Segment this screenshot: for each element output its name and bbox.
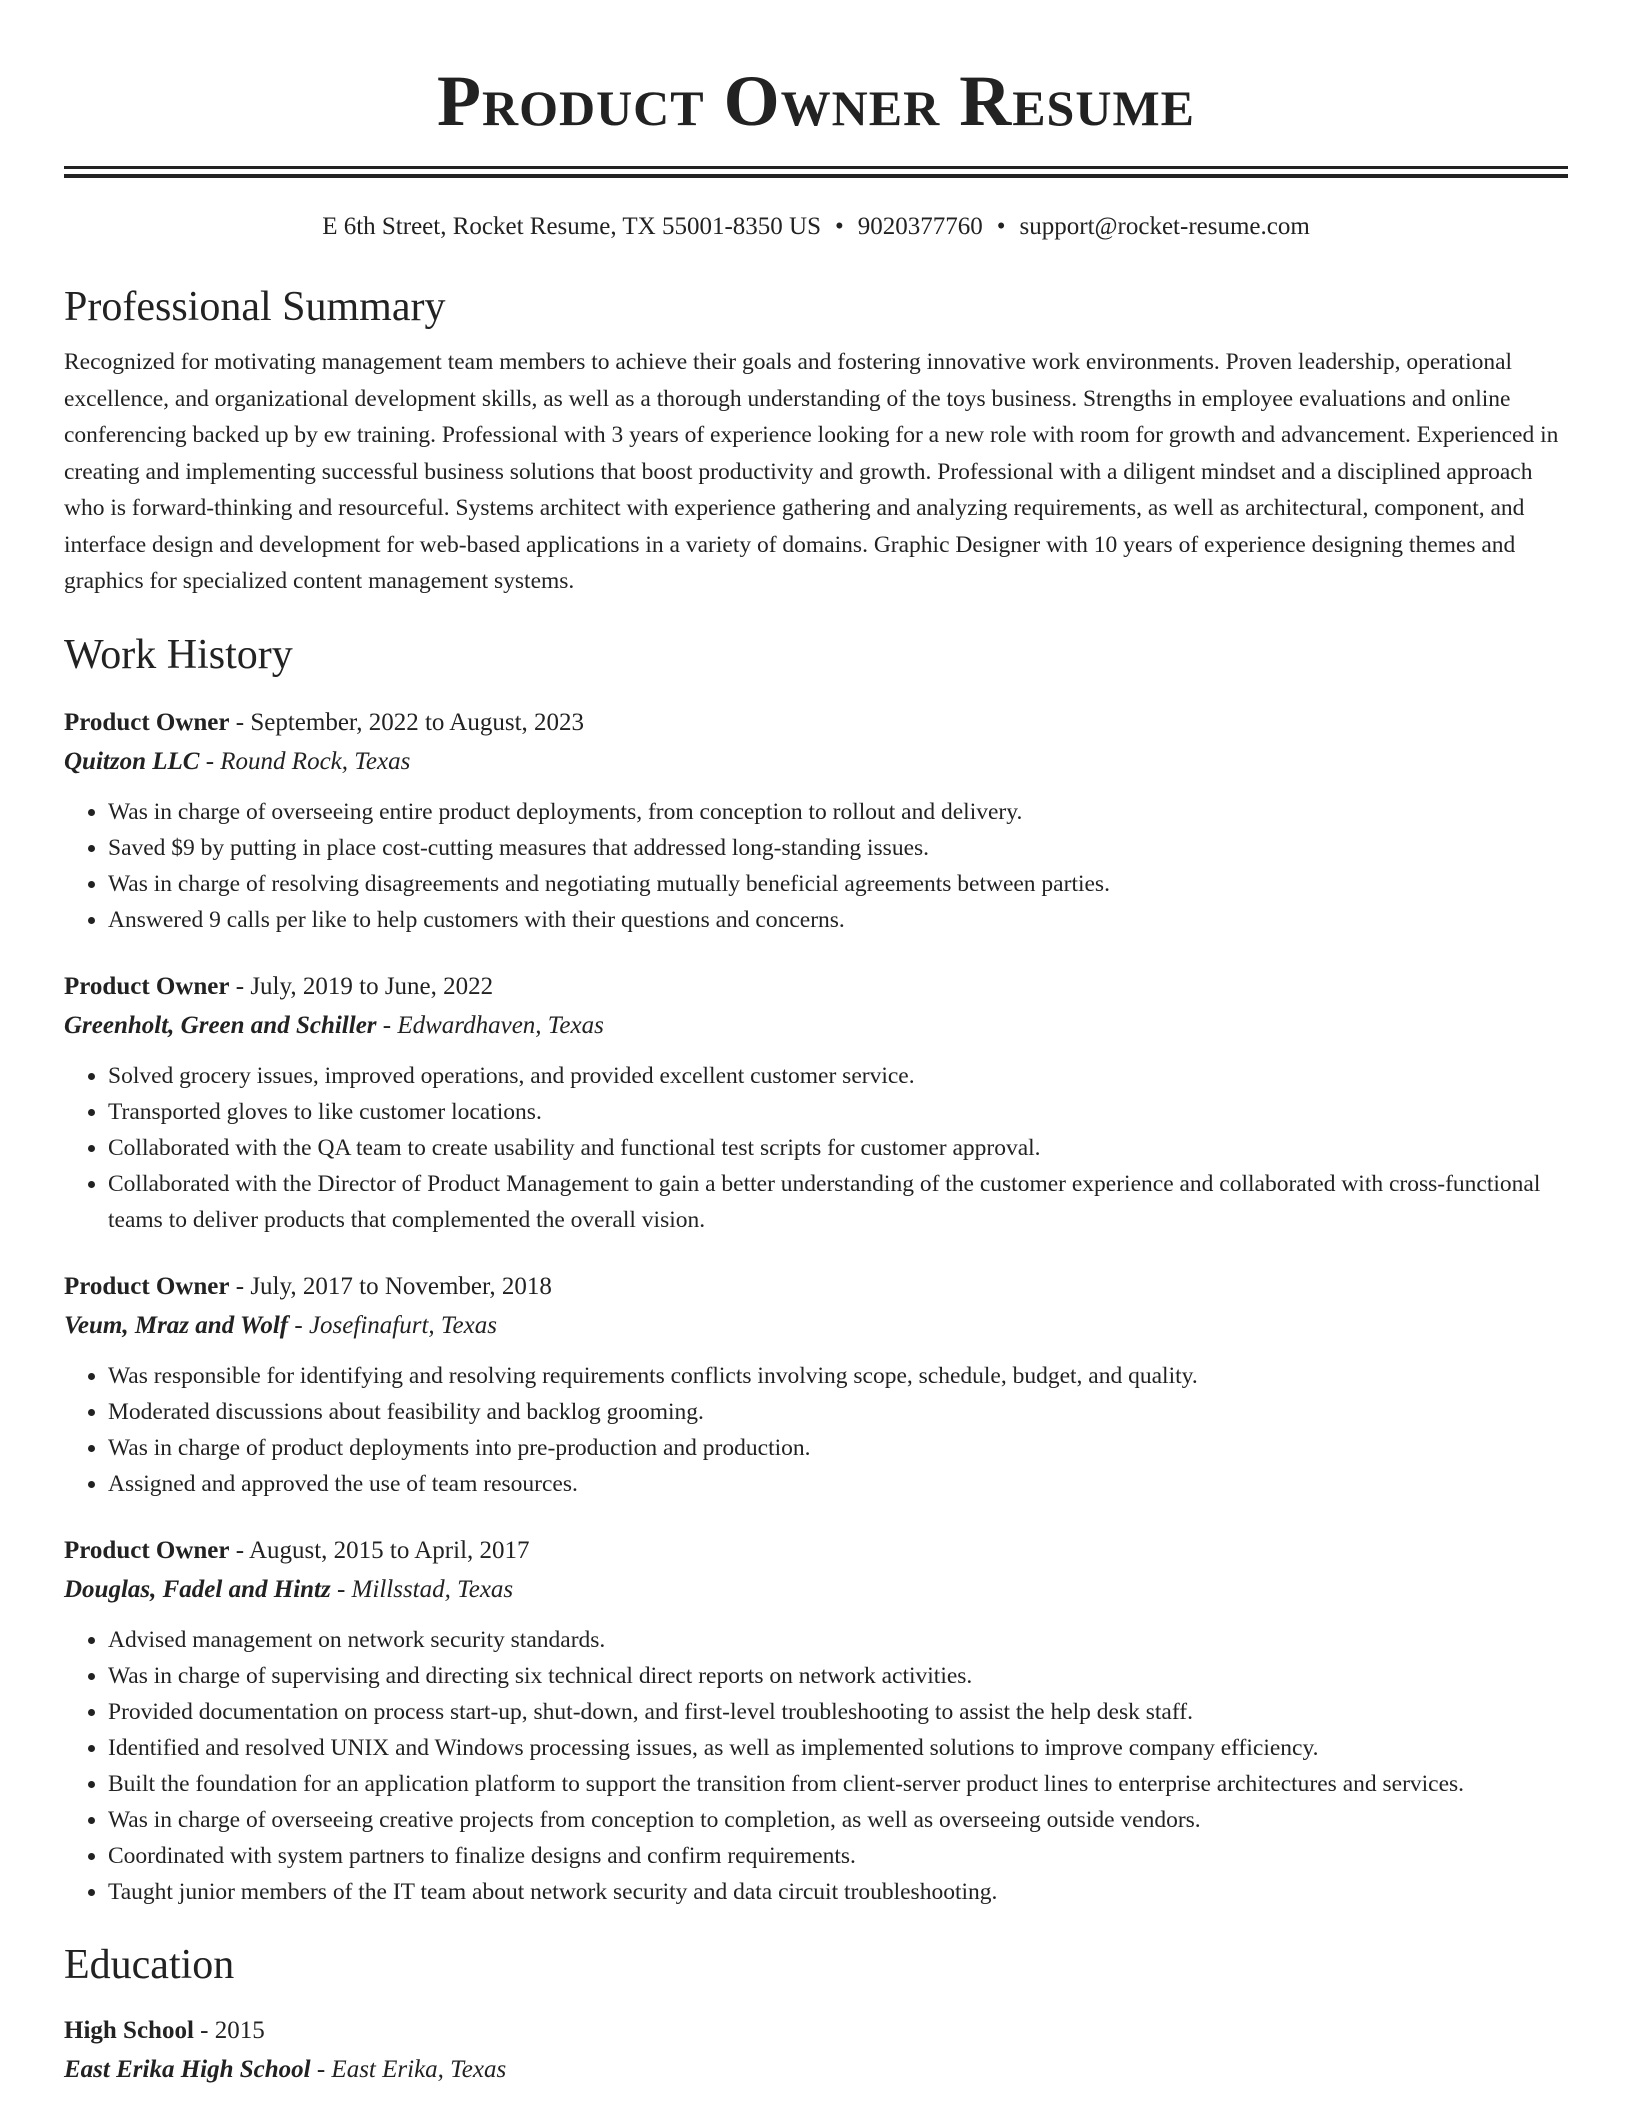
company-location: - Josefinafurt, Texas <box>288 1311 497 1339</box>
job-bullet: • Built the foundation for an application platform to support the transition from client-server product lines to enterprise architectures and services. <box>108 1766 1568 1802</box>
job-header <box>64 704 1568 742</box>
education-heading: Education <box>64 1941 235 1988</box>
job-bullet: • Identified and resolved UNIX and Windows processing issues, as well as implemented solutions to improve company efficiency. <box>108 1730 1568 1766</box>
job-entry <box>64 968 1568 1238</box>
education-degree: High School <box>64 2016 194 2044</box>
contact-address: E 6th Street, Rocket Resume, TX 55001-8350 US <box>322 213 821 240</box>
job-dates: - September, 2022 to August, 2023 <box>229 708 585 736</box>
company-name: Greenholt, Green and Schiller <box>64 1011 377 1039</box>
job-bullet: • Coordinated with system partners to finalize designs and confirm requirements. <box>108 1838 1568 1874</box>
job-dates: - July, 2017 to November, 2018 <box>229 1272 552 1300</box>
job-bullet: • Solved grocery issues, improved operations, and provided excellent customer service. <box>108 1058 1568 1094</box>
job-dates: - August, 2015 to April, 2017 <box>229 1536 530 1564</box>
job-bullet: • Was in charge of overseeing creative projects from conception to completion, as well as overseeing outside vendors. <box>108 1802 1568 1838</box>
title-divider <box>64 166 1568 178</box>
job-dates: - July, 2019 to June, 2022 <box>229 972 494 1000</box>
school-header <box>64 2050 1568 2090</box>
contact-line <box>64 210 1568 244</box>
job-bullet: • Moderated discussions about feasibility and backlog grooming. <box>108 1394 1568 1430</box>
company-location: - Round Rock, Texas <box>199 747 411 775</box>
job-bullet: • Provided documentation on process start-up, shut-down, and first-level troubleshooting to assist the help desk staff. <box>108 1694 1568 1730</box>
work-history-list <box>64 704 1568 1910</box>
education-list <box>64 2012 1568 2090</box>
job-bullet: • Collaborated with the Director of Product Management to gain a better understanding of the customer experience and collaborated with cross-functional teams to deliver products that complemented the overall vision. <box>108 1166 1568 1238</box>
job-title: Product Owner <box>64 708 230 736</box>
company-name: Douglas, Fadel and Hintz <box>64 1575 331 1603</box>
contact-email: support@rocket-resume.com <box>1019 213 1310 240</box>
job-title: Product Owner <box>64 972 230 1000</box>
job-bullet: • Advised management on network security standards. <box>108 1622 1568 1658</box>
job-bullet: • Was in charge of resolving disagreements and negotiating mutually beneficial agreements between parties. <box>108 866 1568 902</box>
job-bullets <box>64 794 1568 938</box>
company-header <box>64 1306 1568 1346</box>
contact-separator: • <box>996 213 1006 240</box>
job-bullet: • Assigned and approved the use of team resources. <box>108 1466 1568 1502</box>
education-year: - 2015 <box>193 2016 265 2044</box>
work-history-heading: Work History <box>64 631 293 678</box>
job-bullet: • Saved $9 by putting in place cost-cutting measures that addressed long-standing issues. <box>108 830 1568 866</box>
job-bullets <box>64 1358 1568 1502</box>
job-bullet: • Taught junior members of the IT team about network security and data circuit troubleshooting. <box>108 1874 1568 1910</box>
education-entry <box>64 2012 1568 2090</box>
school-location: - East Erika, Texas <box>310 2055 507 2083</box>
summary-text: Recognized for motivating management team members to achieve their goals and fostering innovative work environments. Proven leadership, operational excellence, and organizational development skills, as well as a thorough understanding of the toys business. Strengths in employee evaluations and online conferencing backed up by ew training. Professional with 3 years of experience looking for a new role with room for growth and advancement. Experienced in creating and implementing successful business solutions that boost productivity and growth. Professional with a diligent mindset and a disciplined approach who is forward-thinking and resourceful. Systems architect with experience gathering and analyzing requirements, as well as architectural, component, and interface design and development for web-based applications in a variety of domains. Graphic Designer with 10 years of experience designing themes and graphics for specialized content management systems. <box>64 349 1559 594</box>
summary-heading: Professional Summary <box>64 284 446 330</box>
company-location: - Millsstad, Texas <box>330 1575 514 1603</box>
job-bullets <box>64 1622 1568 1910</box>
education-header <box>64 2012 1568 2050</box>
company-header <box>64 1006 1568 1046</box>
job-entry <box>64 1532 1568 1910</box>
job-entry <box>64 1268 1568 1502</box>
company-name: Quitzon LLC <box>64 747 200 775</box>
job-bullet: • Was responsible for identifying and resolving requirements conflicts involving scope, schedule, budget, and quality. <box>108 1358 1568 1394</box>
contact-phone: 9020377760 <box>857 213 983 240</box>
job-bullet: • Collaborated with the QA team to create usability and functional test scripts for customer approval. <box>108 1130 1568 1166</box>
job-entry <box>64 704 1568 938</box>
job-title: Product Owner <box>64 1272 230 1300</box>
job-header <box>64 968 1568 1006</box>
resume-page <box>64 0 1568 2090</box>
school-name: East Erika High School <box>64 2055 311 2083</box>
contact-separator: • <box>834 213 844 240</box>
resume-title: Product Owner Resume <box>436 61 1196 141</box>
job-bullet: • Was in charge of product deployments into pre-production and production. <box>108 1430 1568 1466</box>
job-bullet: • Was in charge of supervising and directing six technical direct reports on network activities. <box>108 1658 1568 1694</box>
company-name: Veum, Mraz and Wolf <box>64 1311 289 1339</box>
job-bullet: • Was in charge of overseeing entire product deployments, from conception to rollout and delivery. <box>108 794 1568 830</box>
job-bullets <box>64 1058 1568 1238</box>
company-header <box>64 1570 1568 1610</box>
company-header <box>64 742 1568 782</box>
job-header <box>64 1532 1568 1570</box>
job-header <box>64 1268 1568 1306</box>
job-bullet: • Transported gloves to like customer locations. <box>108 1094 1568 1130</box>
company-location: - Edwardhaven, Texas <box>376 1011 604 1039</box>
job-title: Product Owner <box>64 1536 230 1564</box>
job-bullet: • Answered 9 calls per like to help customers with their questions and concerns. <box>108 902 1568 938</box>
